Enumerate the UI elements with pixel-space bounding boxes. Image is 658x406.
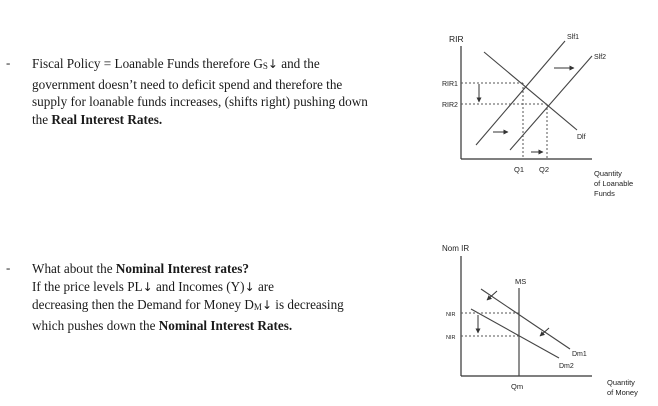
real-interest-rates-emphasis: Real Interest Rates. <box>51 111 163 127</box>
down-arrow-icon: ↓ <box>261 298 272 312</box>
mm-x-axis-label-2: of Money <box>607 388 638 397</box>
rir1-label: RIR1 <box>442 81 458 88</box>
nir2-label: NIR <box>446 335 456 341</box>
dlf-label: Dlf <box>577 134 586 141</box>
nominal-interest-rates-emphasis: Nominal Interest Rates. <box>158 317 293 333</box>
demand-money-1-curve <box>481 289 570 349</box>
qm-label: Qm <box>511 382 524 391</box>
nominal-line-1-text: What about the <box>32 261 116 276</box>
fiscal-line-4-prefix: the <box>32 111 52 127</box>
dm1-label: Dm1 <box>572 351 587 358</box>
q2-label: Q2 <box>539 165 550 174</box>
rir2-label: RIR2 <box>442 102 458 109</box>
down-arrow-icon: ↓ <box>244 279 255 294</box>
lf-x-axis-label-2: of Loanable <box>594 179 634 188</box>
mm-x-axis-label-1: Quantity <box>607 378 635 387</box>
ms-label: MS <box>515 277 527 286</box>
slf1-label: Slf1 <box>567 34 580 41</box>
demand-money-2-curve <box>471 309 559 358</box>
nir1-label: NIR <box>446 312 456 318</box>
nominal-line-3-tail: is decreasing <box>272 297 344 312</box>
nominal-line-4-text: which pushes down the <box>32 317 159 333</box>
gs-subscript: S <box>262 61 268 71</box>
down-arrow-icon: ↓ <box>267 57 278 71</box>
nominal-rates-question: Nominal Interest rates? <box>115 261 249 276</box>
loanable-funds-graph <box>442 34 633 198</box>
fiscal-line-1-tail: and the <box>277 56 320 71</box>
mm-y-axis-label: Nom IR <box>442 244 470 253</box>
slf2-label: Slf2 <box>594 54 607 61</box>
down-arrow-icon: ↓ <box>142 279 153 294</box>
dm-subscript: M <box>253 302 262 312</box>
lf-x-axis-label-1: Quantity <box>594 169 622 178</box>
money-market-graph <box>442 244 638 397</box>
demand-lf-curve <box>484 52 577 130</box>
fiscal-line-1-text: Fiscal Policy = Loanable Funds therefore G <box>32 56 263 71</box>
lf-y-axis-label: RIR <box>449 34 464 44</box>
nominal-line-3-text: decreasing then the Demand for Money D <box>32 297 254 312</box>
nominal-line-2-mid: and Incomes (Y) <box>152 278 245 294</box>
lf-x-axis-label-3: Funds <box>594 189 615 198</box>
q1-label: Q1 <box>514 165 525 174</box>
nominal-line-2-text: If the price levels PL <box>32 278 143 294</box>
bullet-marker-nominal: - <box>6 260 11 275</box>
bullet-marker-fiscal: - <box>6 55 11 70</box>
fiscal-line-2: government doesn’t need to deficit spend and therefore the <box>32 76 343 92</box>
fiscal-line-3: supply for loanable funds increases, (shifts right) pushing down <box>32 94 368 109</box>
dm2-label: Dm2 <box>559 363 574 370</box>
nominal-line-2-tail: are <box>254 278 275 294</box>
